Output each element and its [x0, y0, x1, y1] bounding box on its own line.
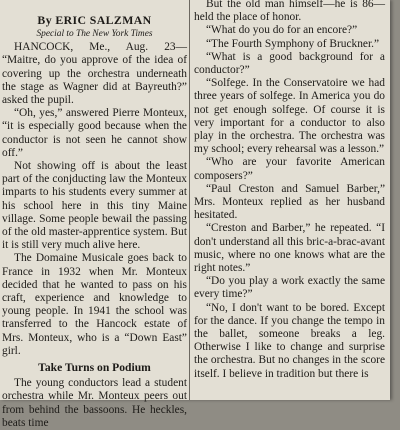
paragraph: “Creston and Barber,” he repeated. “I don't understand all this bric-a-brac-avant music, where no one knows what are the right notes.”	[194, 222, 385, 275]
paragraph: The young conductors lead a student orchestra while Mr. Monteux peers out from behind the bassoons. He heckles, beats time	[2, 377, 187, 429]
paragraph: “Paul Creston and Samuel Barber,” Mrs. Monteux replied as her husband hesitated.	[194, 182, 385, 222]
paragraph: The Domaine Musicale goes back to France in 1932 when Mr. Monteux decided that he wanted to pass on his craft, experience and knowledge to young people. In 1941 the school was transferred to the Hancock estate of Mrs. Monteux, who is a “Down East” girl.	[2, 252, 187, 357]
subheading: Take Turns on Podium	[38, 361, 151, 375]
left-column	[2, 0, 187, 429]
column-rule	[189, 0, 190, 400]
paragraph: “The Fourth Symphony of Bruckner.”	[206, 37, 380, 50]
paragraph: Not showing off is about the least part of the conjducting law the Monteux imparts to his students every summer at his school here in this tiny Maine village. Some people bewail the passing of the old master-apprentice system. But it is still very much alive here.	[2, 160, 187, 252]
paragraph: “Solfege. In the Conservatoire we had three years of solfege. In America you do not get enough solfege. Of course it is very important for a conductor to also play in the orchestra. The orchestra was my school; every rehearsal was a lesson.”	[194, 77, 385, 156]
byline: By ERIC SALZMAN	[37, 13, 152, 27]
paragraph: “Oh, yes,” answered Pierre Monteux, “it is especially good because when the conductor is not seen he cannot show off.”	[2, 107, 187, 159]
paragraph: “Do you play a work exactly the same every time?”	[194, 275, 385, 301]
paragraph: But the old man himself—he is 86—held the place of honor.	[194, 0, 385, 24]
paragraph: HANCOCK, Me., Aug. 23— “Maitre, do you approve of the idea of covering up the orchestra underneath the stage as Wagner did at Bayreuth?” asked the pupil.	[2, 41, 187, 107]
paragraph: “Who are your favorite American composers?”	[194, 156, 385, 182]
paragraph: “No, I don't want to be bored. Except for the dance. If you change the tempo in the ballet, someone breaks a leg. Otherwise I like to change and surprise the orchestra. But no changes in the score itself. I believe in tradition but there is	[194, 301, 385, 380]
credit-line: Special to The New York Times	[36, 29, 153, 40]
paragraph: “What is a good background for a conductor?”	[194, 50, 385, 77]
paragraph: “What do you do for an encore?”	[206, 24, 358, 37]
right-column	[194, 0, 385, 400]
